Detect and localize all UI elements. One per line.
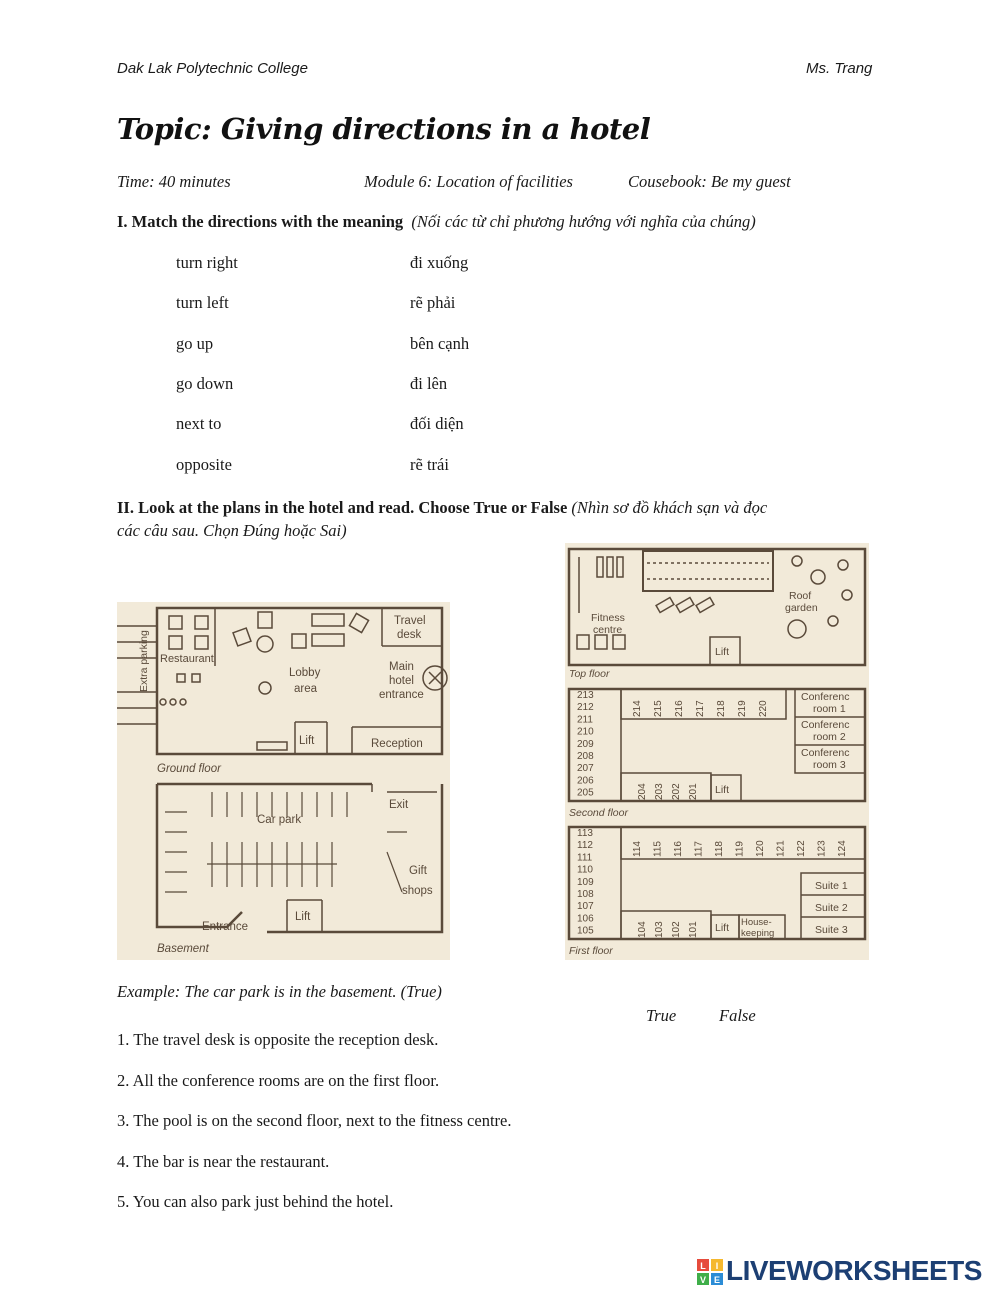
room-number: 113: [577, 828, 593, 839]
plan-label: Lift: [715, 922, 730, 934]
question-3: 3. The pool is on the second floor, next to the fitness centre.: [117, 1111, 512, 1130]
plan-label: Exit: [389, 799, 409, 811]
match-right-item: rẽ phải: [410, 293, 456, 312]
plan-label: Extra parking: [138, 630, 150, 692]
header-left: Dak Lak Polytechnic College: [117, 60, 308, 77]
header-right: Ms. Trang: [806, 60, 873, 77]
plan-label: Suite 1: [815, 880, 848, 892]
room-number: 122: [796, 840, 807, 857]
room-number: 201: [688, 783, 699, 800]
meta-book: Cousebook: Be my guest: [628, 172, 791, 191]
false-header: False: [719, 1006, 756, 1025]
match-right-item: đi xuống: [410, 253, 469, 272]
room-number: 204: [637, 783, 648, 800]
plan-label: area: [294, 683, 318, 695]
question-1: 1. The travel desk is opposite the reception desk.: [117, 1030, 439, 1049]
plan-label: room 3: [813, 759, 846, 771]
plan-label: room 1: [813, 703, 846, 715]
plan-label: keeping: [741, 928, 775, 939]
section2-note1: (Nhìn sơ đồ khách sạn và đọc: [571, 498, 768, 517]
plan-label: Roof: [789, 590, 812, 602]
room-number: 104: [637, 921, 648, 938]
room-number: 108: [577, 889, 594, 900]
room-number: 218: [716, 700, 727, 717]
room-number: 102: [671, 921, 682, 938]
plan-label: Lift: [295, 911, 311, 923]
plan-label: Car park: [257, 814, 302, 826]
match-right-item: rẽ trái: [410, 455, 449, 474]
room-number: 107: [577, 901, 594, 913]
room-number: 206: [577, 775, 594, 787]
room-number: 106: [577, 913, 594, 925]
section1-heading: [117, 212, 756, 232]
plan-label: shops: [402, 885, 433, 897]
room-number: 121: [775, 840, 787, 857]
plan-label: Conferenc: [801, 747, 850, 759]
room-number: 214: [632, 700, 643, 717]
room-number: 213: [577, 690, 594, 701]
room-number: 119: [734, 841, 746, 857]
room-number: 202: [671, 783, 682, 800]
plan-label: Top floor: [569, 668, 610, 680]
plan-label: Suite 3: [815, 924, 848, 936]
room-number: 116: [673, 841, 684, 857]
room-number: 217: [695, 700, 706, 717]
section1-title: I. Match the directions with the meaning: [117, 212, 404, 231]
plan-label: hotel: [389, 675, 414, 687]
example-sentence: Example: The car park is in the basement. (True): [117, 982, 442, 1001]
plan-label: Lift: [299, 735, 315, 747]
room-number: 103: [654, 921, 665, 938]
room-number: 105: [577, 925, 594, 937]
room-number: 220: [758, 700, 769, 717]
room-number: 212: [577, 702, 594, 714]
room-number: 210: [577, 726, 594, 738]
plan-label: Lift: [715, 784, 730, 796]
section1-note: (Nối các từ chỉ phương hướng với nghĩa của chúng): [411, 212, 756, 231]
room-number: 118: [714, 841, 725, 857]
meta-time: Time: 40 minutes: [117, 172, 231, 191]
icon-letter: I: [715, 1261, 719, 1271]
room-number: 211: [577, 714, 593, 726]
question-4: 4. The bar is near the restaurant.: [117, 1152, 330, 1171]
plan-label: Main: [389, 661, 414, 673]
room-number: 115: [652, 841, 664, 857]
match-left-item: opposite: [176, 455, 232, 474]
question-5: 5. You can also park just behind the hotel.: [117, 1192, 394, 1211]
plan-label: garden: [785, 602, 818, 614]
room-number: 209: [577, 738, 594, 750]
room-number: 111: [577, 852, 593, 864]
plan-label: Second floor: [569, 807, 628, 819]
plan-label: House-: [741, 917, 772, 928]
plan-label: room 2: [813, 731, 846, 743]
plan-label: Reception: [371, 738, 423, 750]
plan-label: Lobby: [289, 667, 321, 679]
page-title: Topic: Giving directions in a hotel: [117, 112, 651, 146]
match-right-item: bên cạnh: [410, 334, 470, 353]
plan-label: entrance: [379, 689, 424, 701]
room-number: 219: [737, 700, 748, 717]
match-left-item: go down: [176, 374, 234, 393]
room-number: 112: [577, 840, 593, 852]
liveworksheets-logo: [697, 1257, 995, 1287]
room-number: 203: [654, 783, 665, 800]
true-header: True: [646, 1006, 677, 1025]
section2-note2: các câu sau. Chọn Đúng hoặc Sai): [117, 521, 347, 540]
icon-letter: L: [700, 1261, 706, 1271]
room-number: 109: [577, 876, 594, 888]
liveworksheets-icon: [697, 1259, 723, 1285]
match-left-item: turn left: [176, 293, 229, 312]
plan-label: Fitness: [591, 612, 625, 624]
room-number: 207: [577, 763, 594, 775]
plan-label: desk: [397, 629, 422, 641]
room-number: 124: [837, 840, 848, 857]
room-number: 215: [653, 700, 664, 717]
room-number: 123: [816, 840, 828, 857]
plan-label: Conferenc: [801, 691, 850, 703]
plan-label: Basement: [157, 943, 209, 955]
plan-label: Gift: [409, 865, 427, 877]
room-number: 110: [577, 864, 593, 876]
match-left-item: next to: [176, 414, 222, 433]
plan-label: Ground floor: [157, 763, 221, 775]
room-number: 205: [577, 787, 594, 799]
icon-letter: V: [699, 1275, 707, 1285]
section2-heading: [117, 496, 877, 542]
plan-label: Suite 2: [815, 902, 848, 914]
icon-letter: E: [713, 1275, 721, 1285]
room-number: 208: [577, 751, 594, 762]
plan-label: Lift: [715, 646, 730, 658]
question-2: 2. All the conference rooms are on the first floor.: [117, 1071, 440, 1090]
match-left-item: go up: [176, 334, 214, 353]
ground-floor-basement-plan: [117, 602, 450, 960]
plan-label: Restaurant: [160, 653, 214, 665]
room-number: 117: [693, 841, 705, 857]
plan-label: Conferenc: [801, 719, 850, 731]
section2-title: II. Look at the plans in the hotel and read. Choose True or False: [117, 498, 568, 517]
match-left-item: turn right: [176, 253, 238, 272]
room-number: 120: [755, 840, 766, 857]
plan-label: centre: [593, 624, 623, 636]
liveworksheets-wordmark: LIVEWORKSHEETS: [726, 1255, 982, 1286]
room-number: 101: [688, 921, 699, 938]
room-number: 114: [632, 841, 643, 857]
match-right-item: đối diện: [410, 414, 464, 433]
plan-label: Entrance: [202, 921, 249, 933]
match-right-item: đi lên: [410, 374, 448, 393]
plan-label: Travel: [394, 615, 426, 627]
upper-floors-plan: [565, 543, 869, 960]
meta-module: Module 6: Location of facilities: [364, 172, 573, 191]
room-number: 216: [674, 700, 685, 717]
plan-label: First floor: [569, 945, 613, 957]
